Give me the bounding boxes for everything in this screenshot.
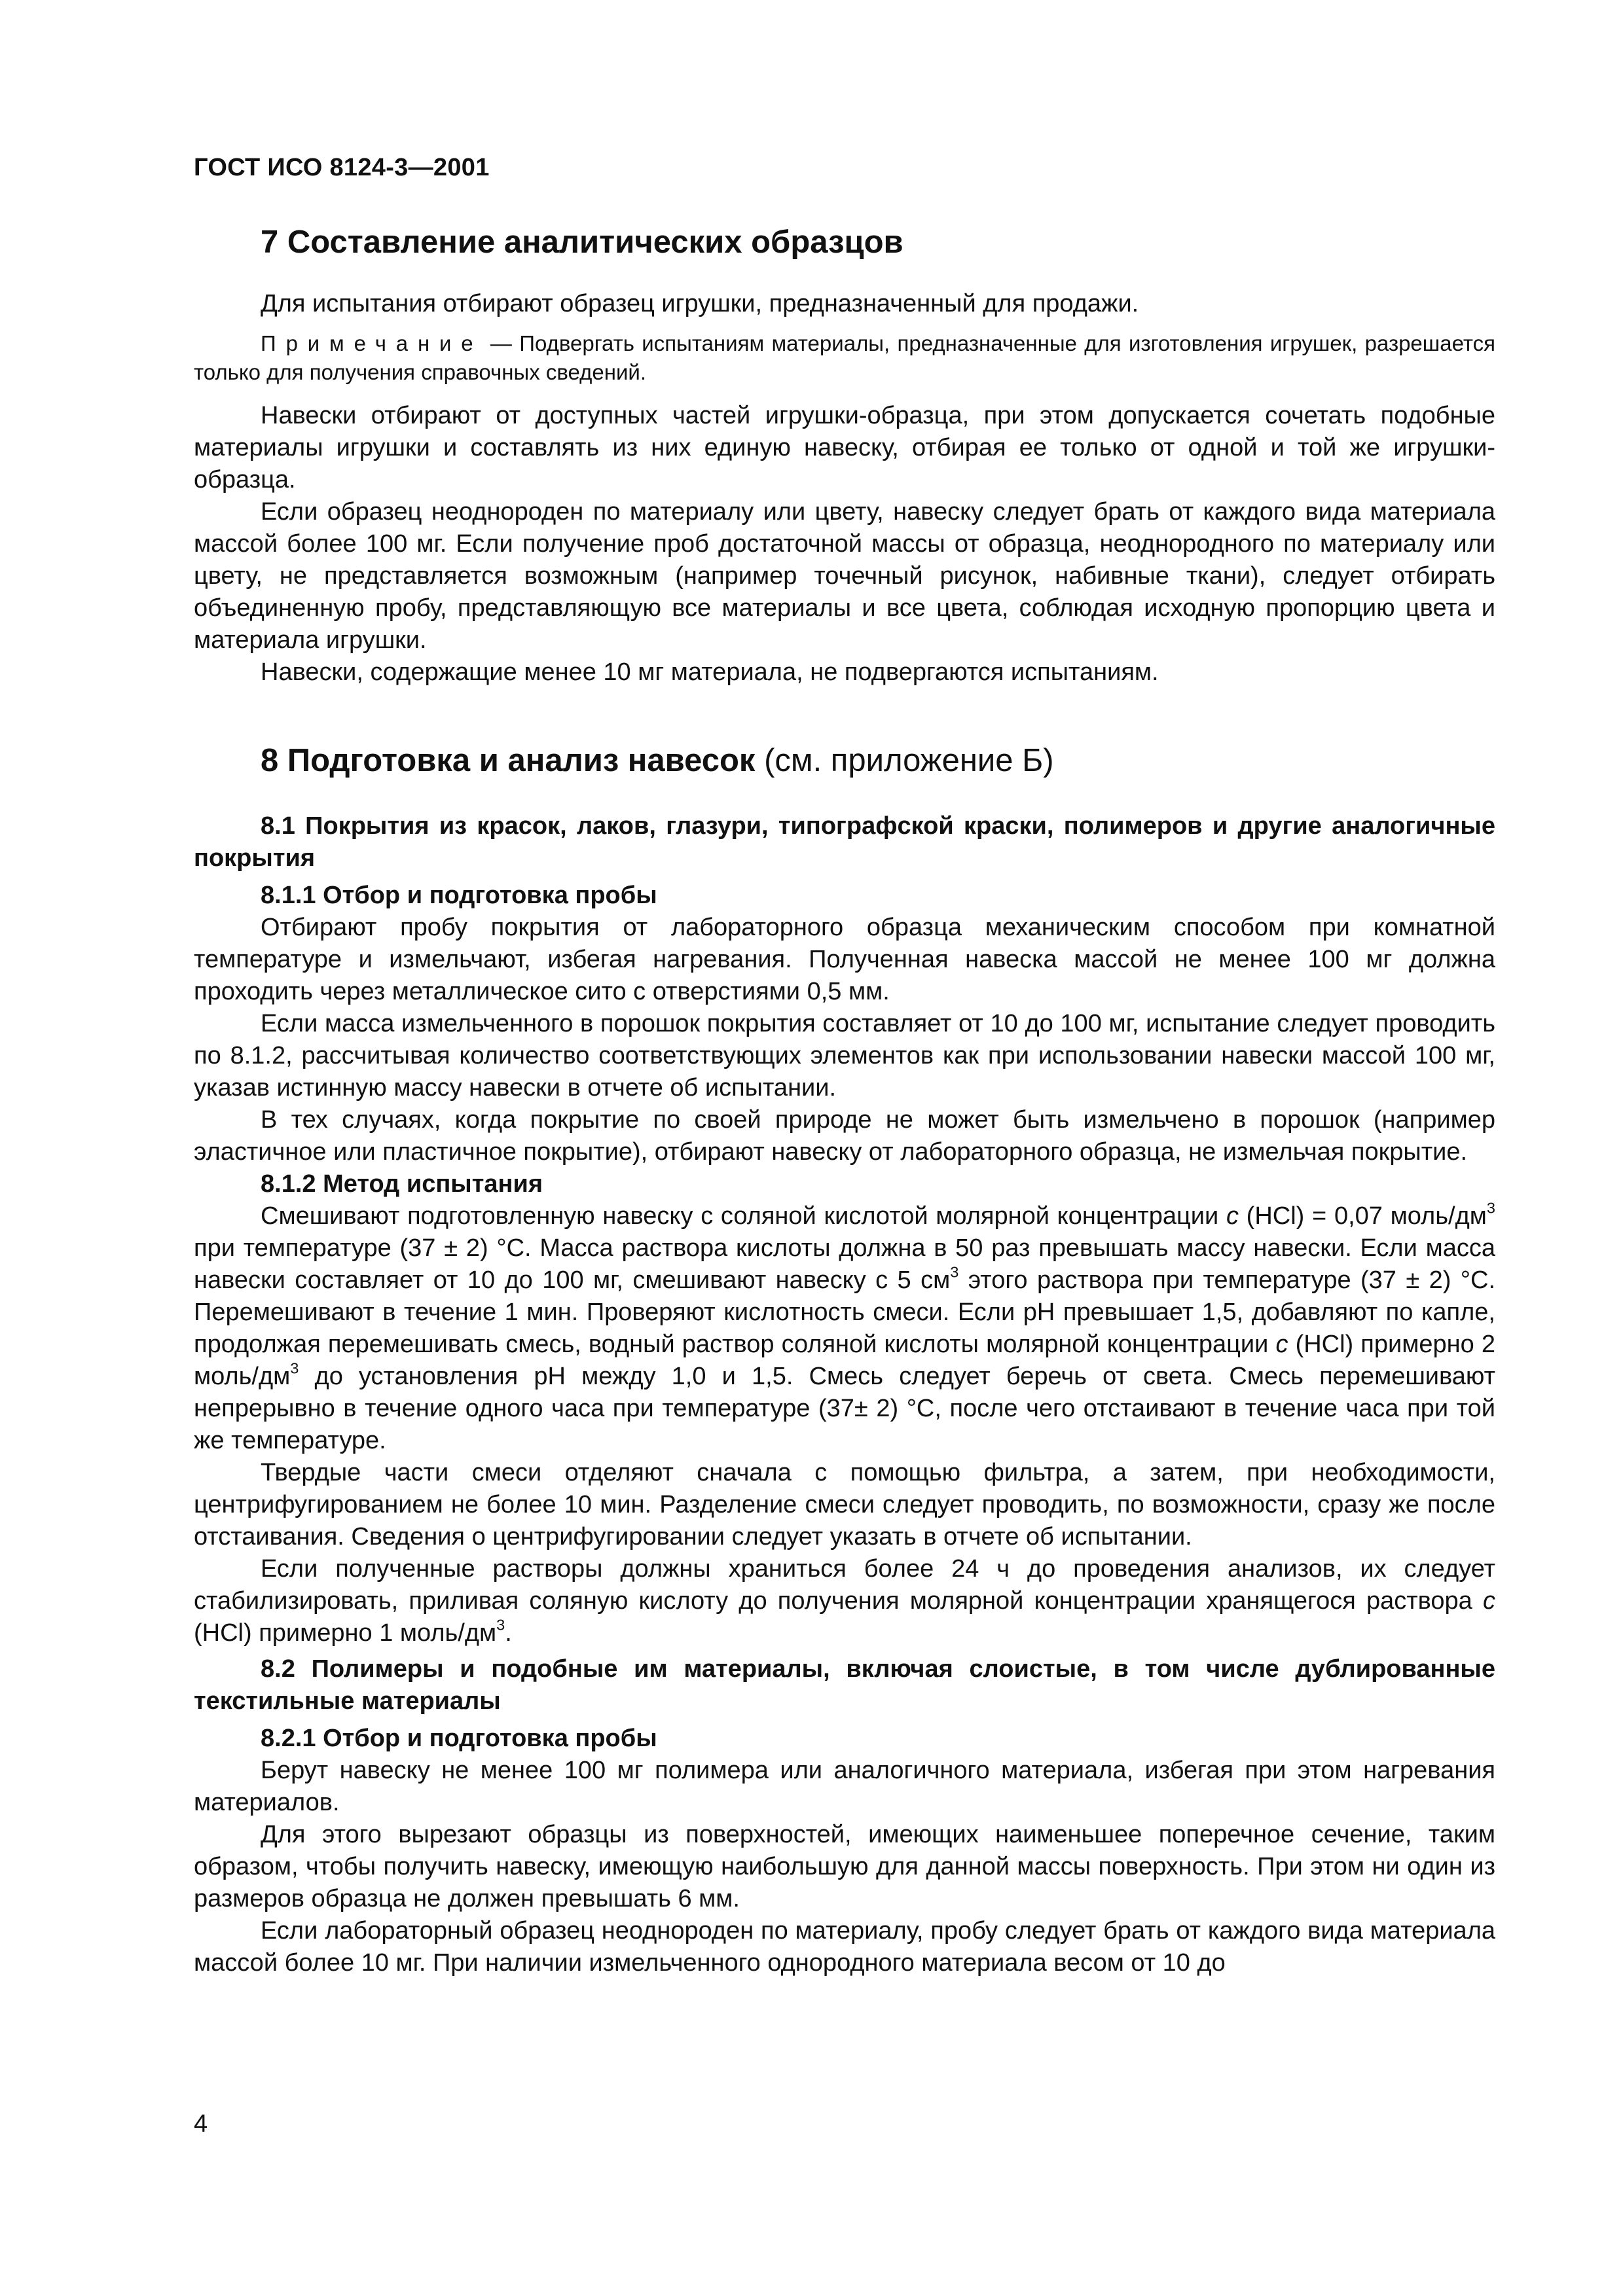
note-label: Примечание (261, 331, 483, 355)
paragraph: Если образец неоднороден по материалу или цвету, навеску следует брать от каждого вида материала массой более 100 мг. Если получение проб достаточной массы от образца, неоднородного по материалу или цвету, не представляется возможным (например точечный рисунок, набивные ткани), следует отбирать объединенную пробу, представляющую все материалы и все цвета, соблюдая исходную пропорцию цвета и материала игрушки. (194, 498, 1495, 654)
paragraph: Твердые части смеси отделяют сначала с помощью фильтра, а затем, при необходимости, центрифугированием не более 10 мин. Разделение смеси следует проводить, по возможности, сразу же после отстаивания. Сведения о центрифугировании следует указать в отчете об испытании. (194, 1459, 1495, 1551)
paragraph: Для этого вырезают образцы из поверхностей, имеющих наименьшее поперечное сечение, таким образом, чтобы получить навеску, имеющую наибольшую для данной массы поверхность. При этом ни один из размеров образца не должен превышать 6 мм. (194, 1821, 1495, 1912)
section-7-title: 7 Составление аналитических образцов (261, 224, 903, 260)
page-number: 4 (194, 2110, 208, 2138)
paragraph: Для испытания отбирают образец игрушки, предназначенный для продажи. (261, 290, 1139, 317)
page-content (194, 223, 1495, 1979)
note-text: — Подвергать испытаниям материалы, предназначенные для изготовления игрушек, разрешается только для получения справочных сведений. (194, 331, 1495, 384)
subsection-8-1-2-title: 8.1.2 Метод испытания (261, 1170, 543, 1198)
paragraph: Если масса измельченного в порошок покрытия составляет от 10 до 100 мг, испытание следует проводить по 8.1.2, рассчитывая количество соответствующих элементов как при использовании навески массой 100 мг, указав истинную массу навески в отчете об испытании. (194, 1010, 1495, 1102)
paragraph-storage: Если полученные растворы должны храниться более 24 ч до проведения анализов, их следует стабилизировать, приливая соляную кислоту до получения молярной концентрации хранящегося раствора c (HCl) примерно 1 моль/$дм^3$. (194, 1555, 1495, 1647)
paragraph: Навески, содержащие менее 10 мг материала, не подвергаются испытаниям. (261, 658, 1159, 686)
section-8-title-ref: (см. приложение Б) (764, 743, 1054, 778)
paragraph: Берут навеску не менее 100 мг полимера или аналогичного материала, избегая при этом нагревания материалов. (194, 1757, 1495, 1816)
subsection-8-1-1-title: 8.1.1 Отбор и подготовка пробы (261, 882, 657, 909)
note (194, 329, 1495, 387)
section-8-title: 8 Подготовка и анализ навесок (см. приложение Б) (261, 743, 1054, 778)
paragraph: Если лабораторный образец неоднороден по материалу, пробу следует брать от каждого вида материала массой более 10 мг. При наличии измельченного однородного материала весом от 10 до (194, 1917, 1495, 1977)
paragraph: Навески отбирают от доступных частей игрушки-образца, при этом допускается сочетать подобные материалы игрушки и составлять из них единую навеску, отбирая ее только от одной и той же игрушки-образца. (194, 402, 1495, 493)
paragraph-test-method: Смешивают подготовленную навеску с соляной кислотой молярной концентрации c (HCl) = 0,07 моль/$дм^3$ при температуре (37 ± 2) °С. Масса раствора кислоты должна в 50 раз превышать массу навески. Если масса навески составляет от 10 до 100 мг, смешивают навеску с 5 $см^3$ этого раствора при температуре (37 ± 2) °С. Перемешивают в течение 1 мин. Проверяют кислотность смеси. Если pH превышает 1,5, добавляют по капле, продолжая перемешивать смесь, водный раствор соляной кислоты молярной концентрации c (HCl) примерно 2 моль/$дм^3$ до установления pH между 1,0 и 1,5. Смесь следует беречь от света. Смесь перемешивают непрерывно в течение одного часа при температуре (37± 2) °С, после чего отстаивают в течение часа при той же температуре. (194, 1199, 1496, 1454)
paragraph: Отбирают пробу покрытия от лабораторного образца механическим способом при комнатной температуре и измельчают, избегая нагревания. Полученная навеска массой не менее 100 мг должна проходить через металлическое сито с отверстиями 0,5 мм. (194, 914, 1495, 1005)
paragraph: В тех случаях, когда покрытие по своей природе не может быть измельчено в порошок (например эластичное или пластичное покрытие), отбирают навеску от лабораторного образца, не измельчая покрытие. (194, 1106, 1495, 1166)
subsection-8-2-title: 8.2 Полимеры и подобные им материалы, включая слоистые, в том числе дублированные текстильные материалы (194, 1655, 1495, 1715)
subsection-8-1-title: 8.1 Покрытия из красок, лаков, глазури, типографской краски, полимеров и другие аналогичные покрытия (194, 812, 1495, 872)
subsection-8-2-1-title: 8.2.1 Отбор и подготовка пробы (261, 1725, 657, 1752)
document-header: ГОСТ ИСО 8124-3—2001 (194, 154, 490, 181)
